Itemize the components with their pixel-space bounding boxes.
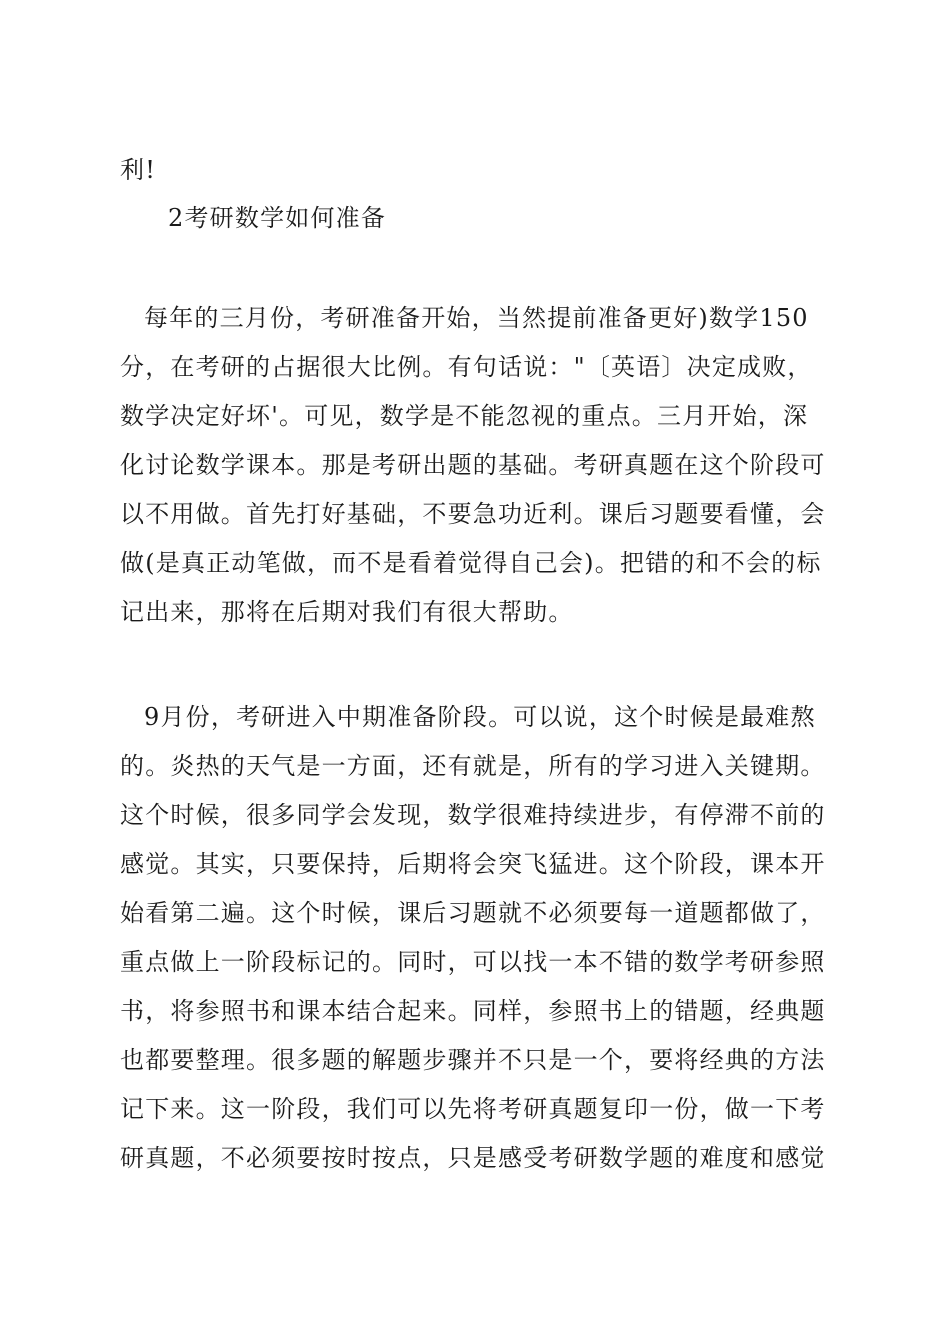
paragraph-line: 化讨论数学课本。那是考研出题的基础。考研真题在这个阶段可 <box>120 451 826 479</box>
continuation-text: 利! <box>120 156 157 184</box>
paragraph-line: 研真题，不必须要按时按点，只是感受考研数学题的难度和感觉 <box>120 1144 826 1172</box>
paragraph-line: 做(是真正动笔做，而不是看着觉得自己会)。把错的和不会的标 <box>120 549 822 577</box>
paragraph-line: 始看第二遍。这个时候，课后习题就不必须要每一道题都做了， <box>120 899 826 927</box>
paragraph-line: 数学决定好坏'。可见，数学是不能忽视的重点。三月开始，深 <box>120 402 809 430</box>
paragraph-line: 记出来，那将在后期对我们有很大帮助。 <box>120 598 574 626</box>
paragraph-line: 书，将参照书和课本结合起来。同样，参照书上的错题，经典题 <box>120 997 826 1025</box>
paragraph-line: 这个时候，很多同学会发现，数学很难持续进步，有停滞不前的 <box>120 801 826 829</box>
section-heading: 2考研数学如何准备 <box>168 204 387 232</box>
paragraph-line: 也都要整理。很多题的解题步骤并不只是一个，要将经典的方法 <box>120 1046 826 1074</box>
paragraph-line: 重点做上一阶段标记的。同时，可以找一本不错的数学考研参照 <box>120 948 826 976</box>
paragraph-line: 每年的三月份，考研准备开始，当然提前准备更好)数学150 <box>144 304 809 332</box>
paragraph-line: 的。炎热的天气是一方面，还有就是，所有的学习进入关键期。 <box>120 752 826 780</box>
paragraph-line: 感觉。其实，只要保持，后期将会突飞猛进。这个阶段，课本开 <box>120 850 826 878</box>
paragraph-line: 分，在考研的占据很大比例。有句话说："〔英语〕决定成败， <box>120 353 813 381</box>
paragraph-line: 记下来。这一阶段，我们可以先将考研真题复印一份，做一下考 <box>120 1095 826 1123</box>
paragraph-line: 9月份，考研进入中期准备阶段。可以说，这个时候是最难熬 <box>144 703 816 731</box>
paragraph-line: 以不用做。首先打好基础，不要急功近利。课后习题要看懂，会 <box>120 500 826 528</box>
